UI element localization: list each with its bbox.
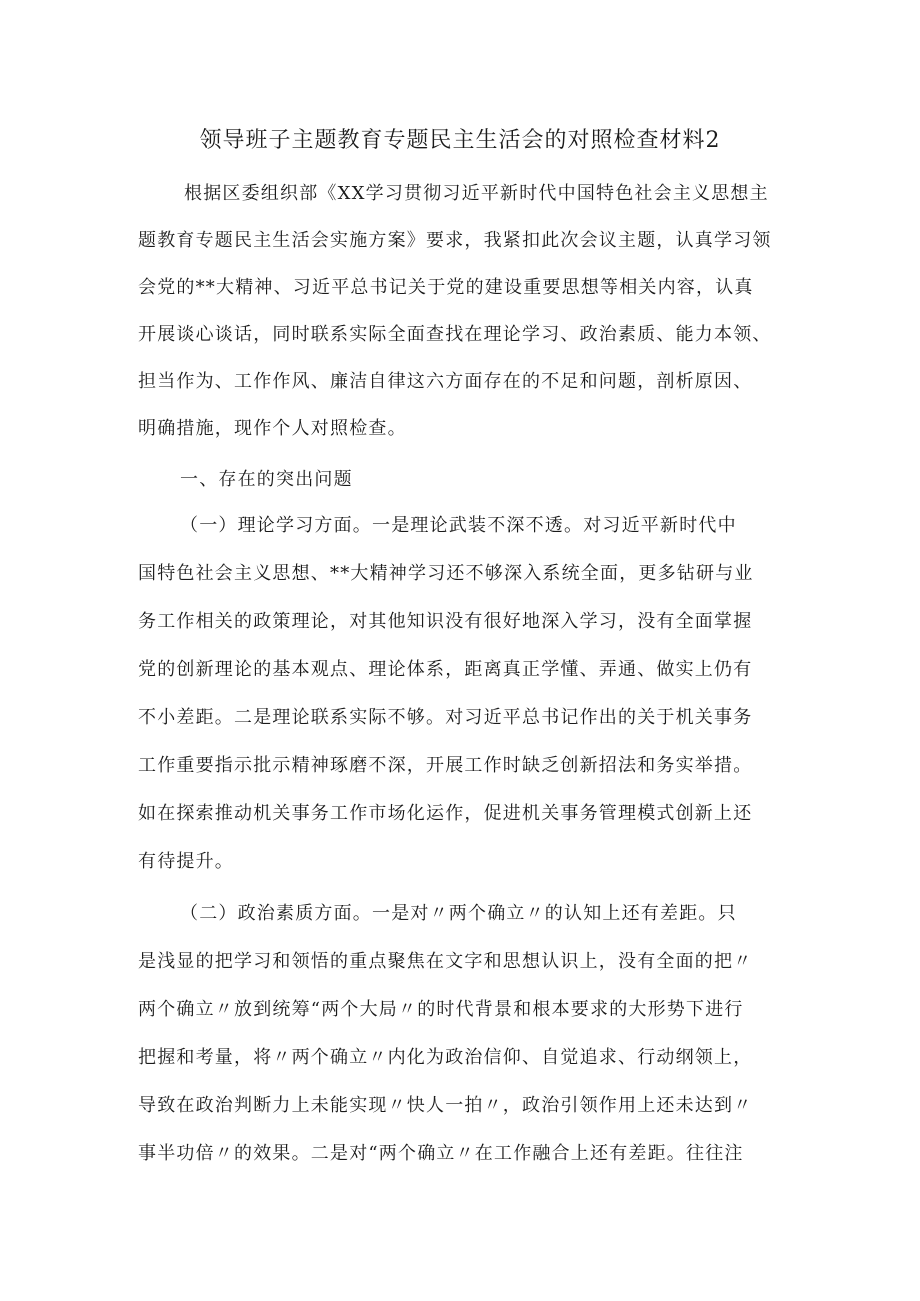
paragraph-line: 明确措施，现作个人对照检查。 bbox=[138, 418, 407, 439]
paragraph-line: 如在探索推动机关事务工作市场化运作，促进机关事务管理模式创新上还 bbox=[138, 803, 753, 824]
paragraph-line: 国特色社会主义思想、**大精神学习还不够深入系统全面，更多钻研与业 bbox=[138, 563, 754, 584]
document-title: 领导班子主题教育专题民主生活会的对照检查材料2 bbox=[199, 128, 721, 153]
paragraph-line: 务工作相关的政策理论，对其他知识没有很好地深入学习，没有全面掌握 bbox=[138, 611, 753, 632]
paragraph-line: 导致在政治判断力上未能实现〃快人一拍〃，政治引领作用上还未达到〃 bbox=[138, 1095, 753, 1116]
paragraph-line: 有待提升。 bbox=[138, 851, 234, 872]
paragraph-line: （一）理论学习方面。一是理论武装不深不透。对习近平新时代中 bbox=[180, 515, 737, 536]
paragraph-line: 工作重要指示批示精神琢磨不深，开展工作时缺乏创新招法和务实举措。 bbox=[138, 755, 753, 776]
section-heading: 一、存在的突出问题 bbox=[180, 469, 353, 490]
paragraph-line: 根据区委组织部《XX学习贯彻习近平新时代中国特色社会主义思想主 bbox=[184, 183, 769, 204]
paragraph-line: （二）政治素质方面。一是对〃两个确立〃的认知上还有差距。只 bbox=[180, 903, 737, 924]
paragraph-line: 担当作为、工作作风、廉洁自律这六方面存在的不足和问题，剖析原因、 bbox=[138, 371, 753, 392]
paragraph-line: 不小差距。二是理论联系实际不够。对习近平总书记作出的关于机关事务 bbox=[138, 707, 753, 728]
paragraph-line: 两个确立〃放到统筹“两个大局〃的时代背景和根本要求的大形势下进行 bbox=[138, 999, 744, 1020]
paragraph-line: 事半功倍〃的效果。二是对“两个确立〃在工作融合上还有差距。往往注 bbox=[138, 1143, 744, 1164]
paragraph-line: 把握和考量，将〃两个确立〃内化为政治信仰、自觉追求、行动纲领上， bbox=[138, 1047, 753, 1068]
paragraph-line: 是浅显的把学习和领悟的重点聚焦在文字和思想认识上，没有全面的把〃 bbox=[138, 951, 753, 972]
paragraph-line: 题教育专题民主生活会实施方案》要求，我紧扣此次会议主题，认真学习领 bbox=[138, 230, 772, 251]
paragraph-line: 开展谈心谈话，同时联系实际全面查找在理论学习、政治素质、能力本领、 bbox=[138, 324, 772, 345]
paragraph-line: 会党的**大精神、习近平总书记关于党的建设重要思想等相关内容，认真 bbox=[138, 277, 754, 298]
paragraph-line: 党的创新理论的基本观点、理论体系，距离真正学懂、弄通、做实上仍有 bbox=[138, 659, 753, 680]
